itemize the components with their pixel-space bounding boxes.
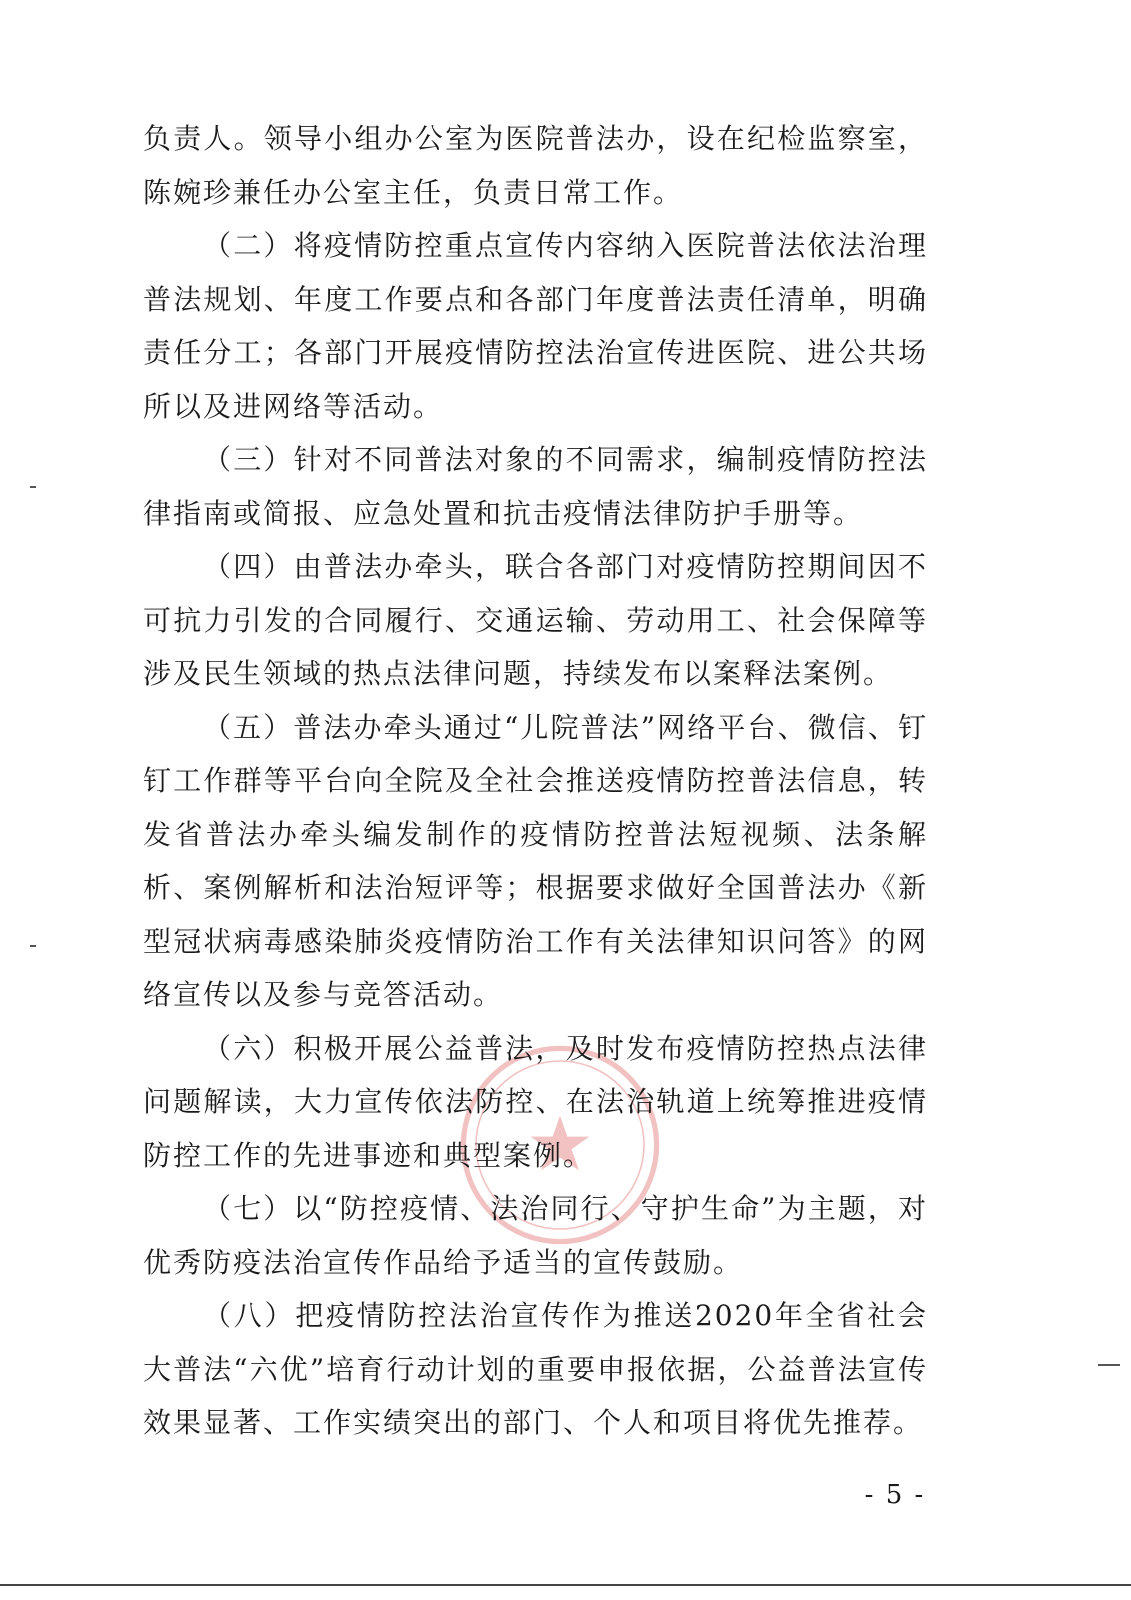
paragraph-item-4: （四）由普法办牵头，联合各部门对疫情防控期间因不可抗力引发的合同履行、交通运输、劳动用工、社会保障等涉及民生领域的热点法律问题，持续发布以案释法案例。: [143, 550, 928, 690]
paragraph-item-7: （七）以“防控疫情、法治同行、守护生命”为主题，对优秀防疫法治宣传作品给予适当的宣传鼓励。: [143, 1192, 928, 1279]
page-number: - 5 -: [864, 1480, 926, 1510]
paragraph-continuation: 负责人。领导小组办公室为医院普法办，设在纪检监察室，陈婉珍兼任办公室主任，负责日常工作。: [143, 122, 928, 209]
scan-speck: [30, 486, 36, 488]
body-text: [143, 112, 928, 1450]
paragraph-item-3: （三）针对不同普法对象的不同需求，编制疫情防控法律指南或简报、应急处置和抗击疫情法律防护手册等。: [143, 443, 928, 530]
paragraph-item-5: （五）普法办牵头通过“儿院普法”网络平台、微信、钉钉工作群等平台向全院及全社会推送疫情防控普法信息，转发省普法办牵头编发制作的疫情防控普法短视频、法条解析、案例解析和法治短评等；根据要求做好全国普法办《新型冠状病毒感染肺炎疫情防治工作有关法律知识问答》的网络宣传以及参与竞答活动。: [143, 710, 928, 1011]
scan-speck: [30, 945, 36, 947]
paragraph-item-6: （六）积极开展公益普法，及时发布疫情防控热点法律问题解读，大力宣传依法防控、在法治轨道上统筹推进疫情防控工作的先进事迹和典型案例。: [143, 1031, 928, 1172]
scan-speck: [1098, 1364, 1120, 1366]
scan-edge-line: [0, 1584, 1131, 1586]
paragraph-item-8: （八）把疫情防控法治宣传作为推送2020年全省社会大普法“六优”培育行动计划的重要申报依据，公益普法宣传效果显著、工作实绩突出的部门、个人和项目将优先推荐。: [143, 1299, 928, 1439]
paragraph-item-2: （二）将疫情防控重点宣传内容纳入医院普法依法治理普法规划、年度工作要点和各部门年度普法责任清单，明确责任分工；各部门开展疫情防控法治宣传进医院、进公共场所以及进网络等活动。: [143, 229, 928, 423]
